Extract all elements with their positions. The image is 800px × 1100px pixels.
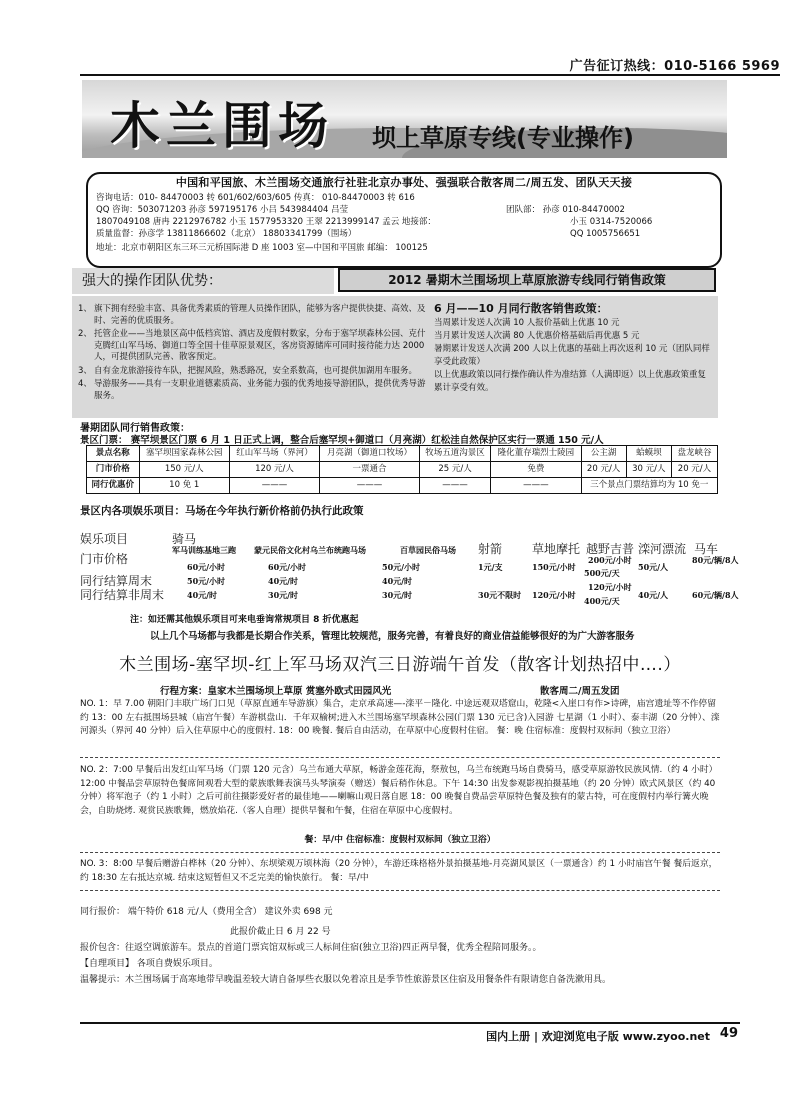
list-item: 4、 导游服务——具有一支职业道德素质高、业务能力强的优秀地接导游团队，提供优秀导游服务。 [78, 379, 426, 401]
divider [80, 890, 720, 891]
contact-qq3: QQ 1005756651 [570, 229, 641, 239]
divider [80, 757, 720, 758]
price-line: 同行报价： 端午特价 618 元/人（费用全含） 建议外卖 698 元 [80, 907, 333, 917]
contact-qq: QQ 咨询：503071203 孙彦 597195176 小吕 543984404 吕莹 [96, 205, 349, 215]
banner-image [82, 80, 727, 158]
venue-name: 军马训练基地三跑 [172, 545, 236, 555]
item-label: 越野吉普 [586, 542, 635, 556]
price: 50元/小时 [382, 562, 421, 572]
price: 30元/时 [268, 590, 299, 600]
ticket-table [86, 445, 718, 494]
footer-rule [80, 1022, 740, 1024]
policy-line: 暑期累计发送人次满 200 人以上优惠的基础上再次返利 10 元（团队同样享受此政策） [434, 344, 710, 367]
ticket-note: 景区门票： 赛罕坝景区门票 6 月 1 日正式上调，整合后塞罕坝+御道口（月亮湖）红松洼自然保护区实行一票通 150 元/人 [80, 435, 604, 446]
includes: 报价包含：往返空调旅游车。景点的首道门票宾馆双标或三人标间住宿(独立卫浴)四正两早餐，优秀全程陪同服务。。 [80, 943, 542, 953]
day-2-meta: 餐：早/中 住宿标准：度假村双标间（独立卫浴） [304, 835, 496, 845]
price: 40元/时 [382, 576, 413, 586]
row-label: 娱乐项目 [80, 532, 129, 546]
price: 500元/天 [584, 568, 620, 578]
contact-quality: 质量监督：孙彦学 13811866602（北京） 18803341799（围场） [96, 229, 357, 239]
list-item: 2、 托管企业——当地景区高中低档宾馆、酒店及度假村数家，分布于塞罕坝森林公园、克什克腾红山军马场、御道口等全国十佳草原景观区，客房资源储库可同时接待能力达 2000 人，可提供团队完善、散客预定。 [78, 329, 426, 362]
route-plan: 行程方案：皇家木兰围场坝上草原 赏塞外欧式田园风光 [160, 686, 392, 697]
route-title: 木兰围场-塞罕坝-红上军马场双汽三日游端午首发（散客计划热招中….） [119, 655, 681, 675]
item-label: 草地摩托 [532, 542, 581, 556]
price: 40元/时 [187, 590, 218, 600]
price: 50元/小时 [187, 576, 226, 586]
team-advantage-list [72, 296, 434, 418]
row-label: 同行结算周末 [80, 574, 153, 588]
banner-subtitle: 坝上草原专线(专业操作) [372, 124, 634, 152]
price: 50元/人 [638, 562, 669, 572]
contact-header: 中国和平国旅、木兰围场交通旅行社驻北京办事处、强强联合散客周二/周五发、团队天天接 [175, 176, 633, 189]
price: 150元/小时 [532, 562, 576, 572]
price: 120元/小时 [588, 582, 632, 592]
list-item: 3、 自有金龙旅游接待车队，把握风险，熟悉路况，安全系数高，也可提供加湖用车服务。 [78, 365, 418, 376]
price: 400元/天 [584, 596, 620, 606]
summer-policy-title: 暑期团队同行销售政策： [80, 423, 190, 434]
table-row: 门市价格 150 元/人 120 元/人 一票通合 25 元/人 免费 20 元/人 30 元/人 20 元/人 [87, 462, 718, 478]
contact-phone: 咨询电话：010- 84470003 转 601/602/603/605 传真： 010-84470003 转 616 [96, 193, 415, 203]
day-1: NO. 1：早 7.00 朝阳门丰联广场门口见（草原直通车导游旗）集合，走京承高速—-滦平－隆化. 中途远观双塔窟山，乾隆<入崖口有作>诗碑，庙宫遗址等不作停留约 13：00 左右抵围场县城（庙宫午餐）车游棋盘山．千年双榆树;进入木兰围场塞罕坝森林公园(门票 130 元已含)入园游 七星湖（1 小时）、泰丰湖（20 分钟）、滦河源头（界河 40 分钟）后入住草原中心的度假村. 18：00 晚餐. 餐后自由活动，在草原中心度假村住宿。 餐：晚 住宿标准：度假村双标间（独立卫浴） [80, 699, 720, 736]
price: 40元/人 [638, 590, 669, 600]
price: 80元/辆/8人 [692, 555, 739, 565]
day-3: NO. 3：8:00 早餐后赠游白桦林（20 分钟）、东坝梁观万顷林海（20 分钟），车游还珠格格外景拍摄基地-月亮湖风景区（一票通含）约 1 小时庙宫午餐 餐后返京，约 18:30 左右抵达京城. 结束这短暂但又不乏完美的愉快旅行。 餐：早/中 [80, 859, 718, 883]
contact-box [86, 172, 722, 268]
row-label: 同行结算非周末 [80, 588, 165, 602]
price: 60元/辆/8人 [692, 590, 739, 600]
self-pay: 【自理项目】 各项自费娱乐项目。 [80, 959, 218, 969]
item-label: 射箭 [478, 542, 503, 556]
day-2: NO. 2：7:00 早餐后出发红山军马场（门票 120 元含）乌兰布通大草原，畅游金莲花海，祭敖包，乌兰布统跑马场自费骑马，感受草原游牧民族风情.（约 4 小时）12:00 中餐品尝草原特色餐席间观看大型的蒙族歌舞表演马头琴演奏（赠送）餐后稍作休息。下午 14:30 出发参观影视拍摄基地（约 20 分钟）欧式风景区（约 40 分钟）将军泡子（约 1 小时）之后可前往摄影爱好者的最佳地——喇嘛山观日落自愿 18：00 晚餐自费品尝草原特色餐及独有的蒙古特，可在度假村内举行篝火晚会，自助烧烤. 观赏民族歌舞，燃放焰花.（客人自理）提供早餐和午餐，住宿在草原中心度假村。 [80, 765, 718, 816]
policy-line: 当周累计发送人次满 10 人报价基础上优惠 10 元 [434, 318, 620, 328]
contact-address: 地址：北京市朝阳区东三环三元桥国际港 D 座 1003 室—中国和平国旅 邮编： 100125 [96, 243, 428, 253]
policy-line: 当月累计发送人次满 80 人优惠价格基础后再优惠 5 元 [434, 331, 640, 341]
item-label: 马车 [694, 542, 719, 556]
venue-name: 蒙元民俗文化村乌兰布统跑马场 [254, 545, 366, 555]
deadline: 此报价截止日 6 月 22 号 [230, 927, 331, 937]
policy-list [434, 296, 718, 418]
tip: 温馨提示：木兰围场属于高寒地带早晚温差较大请自备厚些衣服以免着凉且是季节性旅游景区住宿及用餐条件有限请您自备洗漱用具。 [80, 975, 612, 985]
footer-text: 国内上册 | 欢迎浏览电子版 www.zyoo.net [486, 1030, 710, 1043]
entertainment-title: 景区内各项娱乐项目：马场在今年执行新价格前仍执行此政策 [80, 505, 364, 517]
list-item: 1、 旗下拥有经验丰富、具备优秀素质的管理人员操作团队，能够为客户提供快捷、高效、及时、完善的优质服务。 [78, 304, 426, 326]
team-advantage-title: 强大的操作团队优势： [72, 268, 334, 294]
policy-line: 以上优惠政策以同行操作确认件为准结算（人满即返）以上优惠政策重复累计享受有效。 [434, 370, 707, 393]
price: 60元/小时 [268, 562, 307, 572]
price: 30元/时 [382, 590, 413, 600]
contact-qq2: 1807049108 唐冉 2212976782 小玉 1577953320 王翠 2213999147 孟云 地接部： [96, 217, 436, 227]
ad-hotline: 广告征订热线：010-5166 5969 [569, 59, 780, 74]
partner-note: 以上几个马场都与我都是长期合作关系，管理比较规范，服务完善，有着良好的商业信益能够很好的为广大游客服务 [150, 631, 635, 642]
policy-title: 2012 暑期木兰围场坝上草原旅游专线同行销售政策 [338, 268, 716, 292]
table-row: 景点名称 塞罕坝国家森林公园 红山军马场（界河） 月亮湖（御道口牧场） 牧场五道沟景区 隆化董存瑞烈士陵园 公主湖 蛤蟆坝 盘龙峡谷 [87, 446, 718, 462]
price: 1元/支 [478, 562, 503, 572]
item-label: 滦河漂流 [638, 542, 687, 556]
row-label: 门市价格 [80, 552, 129, 566]
price: 30元不限时 [478, 590, 522, 600]
header-rule [80, 74, 780, 76]
price: 200元/小时 [588, 555, 632, 565]
banner-title: 木兰围场 [110, 96, 334, 155]
contact-team: 团队部： 孙彦 010-84470002 [506, 205, 625, 215]
price: 60元/小时 [187, 562, 226, 572]
table-row: 同行优惠价 10 免 1 ——— ——— ——— ——— 三个景点门票结算均为 10 免一 [87, 478, 718, 494]
entertainment-grid [72, 528, 739, 616]
policy-heading: 6 月——10 月同行散客销售政策： [434, 302, 608, 315]
contact-local: 小玉 0314-7520066 [570, 217, 653, 227]
riding-label: 骑马 [172, 532, 197, 546]
page-number: 49 [719, 1026, 738, 1041]
venue-name: 百草园民俗马场 [400, 545, 456, 555]
divider [80, 852, 720, 853]
price: 120元/小时 [532, 590, 576, 600]
entertainment-note: 注：如还需其他娱乐项目可来电垂询常规项目 8 折优惠起 [130, 615, 359, 625]
price: 40元/时 [268, 576, 299, 586]
route-schedule: 散客周二/周五发团 [540, 686, 620, 697]
